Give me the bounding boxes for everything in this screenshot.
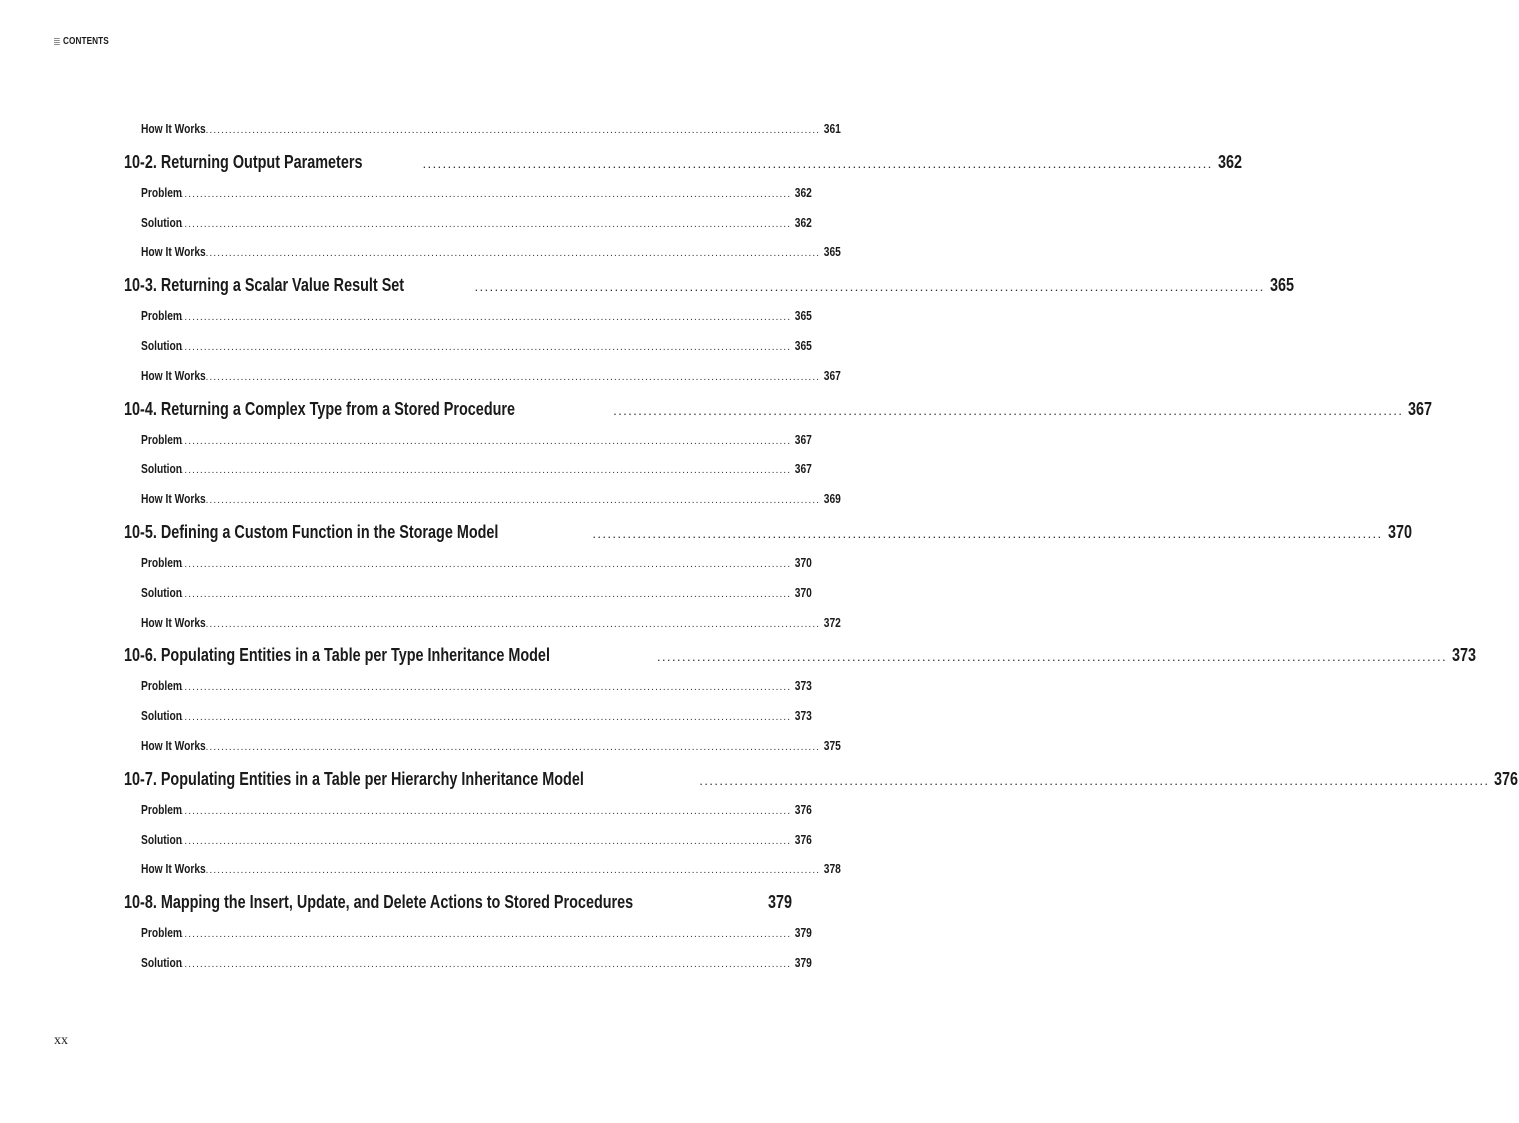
toc-entry-page: 361 (823, 122, 841, 136)
toc-subsection-entry[interactable] (124, 919, 812, 949)
toc-subsection-entry[interactable] (124, 949, 812, 979)
toc-entry-page: 372 (823, 615, 841, 630)
toc-entry-page: 365 (794, 309, 812, 324)
dot-leader (177, 304, 790, 334)
toc-entry-title: How It Works (141, 862, 206, 877)
dot-leader (475, 271, 1263, 305)
toc-section-entry[interactable] (124, 638, 1477, 672)
toc-section-entry[interactable] (124, 762, 1519, 796)
toc-entry-page: 379 (794, 926, 812, 941)
toc-subsection-entry[interactable] (124, 579, 812, 609)
dot-leader (177, 674, 790, 704)
toc-entry-page: 365 (794, 338, 812, 353)
toc-entry-page: 367 (1408, 398, 1433, 419)
toc-section-entry[interactable] (124, 515, 1412, 549)
toc-entry-title: How It Works (141, 122, 206, 136)
toc-entry-page: 362 (794, 215, 812, 230)
dot-leader (177, 457, 790, 487)
toc-entry-title: 10-3. Returning a Scalar Value Result Set (124, 275, 405, 296)
toc-entry-page: 378 (823, 862, 841, 877)
toc-entry-page: 367 (794, 432, 812, 447)
toc-entry-title: 10-7. Populating Entities in a Table per Hierarchy Inheritance Model (124, 768, 584, 789)
toc-entry-title: Solution (141, 585, 182, 600)
toc-entry-page: 379 (768, 892, 793, 913)
dot-leader (177, 428, 790, 458)
toc-entry-title: 10-2. Returning Output Parameters (124, 151, 363, 172)
toc-entry-page: 376 (794, 832, 812, 847)
toc-entry-title: Problem (141, 432, 183, 447)
toc-section-entry[interactable] (124, 268, 1294, 302)
toc-subsection-entry[interactable] (124, 485, 841, 515)
toc-subsection-entry[interactable] (124, 609, 841, 639)
toc-entry-page: 373 (794, 709, 812, 724)
header-label: CONTENTS (63, 36, 109, 47)
toc-entry-page: 379 (794, 955, 812, 970)
dot-leader (593, 518, 1381, 552)
toc-subsection-entry[interactable] (124, 826, 812, 856)
toc-entry-page: 367 (823, 368, 841, 383)
dot-leader (177, 581, 790, 611)
toc-entry-page: 373 (794, 679, 812, 694)
toc-entry-title: 10-5. Defining a Custom Function in the Storage Model (124, 521, 499, 542)
toc-subsection-entry[interactable] (124, 549, 812, 579)
toc-subsection-entry[interactable] (124, 179, 812, 209)
dot-leader (177, 181, 790, 211)
toc-entry-title: Solution (141, 338, 182, 353)
dot-leader (206, 734, 819, 764)
toc-subsection-entry[interactable] (124, 362, 841, 392)
toc-entry-page: 362 (794, 185, 812, 200)
toc-subsection-entry[interactable] (124, 855, 841, 885)
dot-leader (177, 704, 790, 734)
dot-leader (177, 334, 790, 364)
toc-entry-title: Solution (141, 462, 182, 477)
toc-entry-title: Solution (141, 215, 182, 230)
toc-subsection-entry[interactable] (124, 426, 812, 456)
toc-subsection-entry[interactable] (124, 796, 812, 826)
dot-leader (206, 364, 819, 394)
toc-subsection-entry[interactable] (124, 455, 812, 485)
toc-section-entry[interactable] (124, 885, 793, 919)
toc-subsection-entry[interactable] (124, 672, 812, 702)
running-header (54, 36, 109, 47)
toc-section-entry[interactable] (124, 145, 1242, 179)
toc-subsection-entry[interactable] (124, 115, 841, 145)
toc-subsection-entry[interactable] (124, 238, 841, 268)
toc-entry-title: 10-4. Returning a Complex Type from a Stored Procedure (124, 398, 516, 419)
toc-entry-page: 370 (794, 555, 812, 570)
toc-subsection-entry[interactable] (124, 732, 841, 762)
toc-entry-title: Solution (141, 709, 182, 724)
dot-leader (177, 828, 790, 858)
dot-leader (614, 395, 1402, 429)
toc-subsection-entry[interactable] (124, 702, 812, 732)
toc-entry-title: How It Works (141, 615, 206, 630)
toc-entry-page: 375 (823, 738, 841, 753)
toc-entry-title: Solution (141, 832, 182, 847)
toc-entry-title: How It Works (141, 245, 206, 260)
dot-leader (206, 117, 819, 147)
toc-entry-title: Problem (141, 309, 183, 324)
table-of-contents (124, 115, 1519, 979)
dot-leader (177, 211, 790, 241)
toc-entry-page: 376 (1494, 768, 1519, 789)
toc-entry-page: 362 (1217, 151, 1242, 172)
dot-leader (206, 857, 819, 887)
toc-entry-title: How It Works (141, 738, 206, 753)
dot-leader (206, 611, 819, 641)
toc-subsection-entry[interactable] (124, 209, 812, 239)
toc-entry-title: How It Works (141, 492, 206, 507)
toc-entry-title: Problem (141, 679, 183, 694)
toc-entry-title: Problem (141, 555, 183, 570)
toc-entry-title: 10-8. Mapping the Insert, Update, and Delete Actions to Stored Procedures (124, 892, 634, 913)
toc-subsection-entry[interactable] (124, 332, 812, 362)
toc-entry-title: How It Works (141, 368, 206, 383)
toc-subsection-entry[interactable] (124, 302, 812, 332)
dot-leader (206, 487, 819, 517)
toc-entry-page: 373 (1452, 645, 1477, 666)
dot-leader (177, 951, 790, 981)
dot-leader (423, 148, 1211, 182)
toc-entry-title: 10-6. Populating Entities in a Table per Type Inheritance Model (124, 645, 550, 666)
toc-entry-title: Problem (141, 926, 183, 941)
dot-leader (206, 240, 819, 270)
toc-entry-page: 367 (794, 462, 812, 477)
toc-entry-page: 370 (1387, 521, 1412, 542)
header-bullet-icon (54, 38, 60, 45)
toc-entry-page: 369 (823, 492, 841, 507)
dot-leader (177, 798, 790, 828)
page-number: xx (54, 1033, 68, 1048)
toc-entry-page: 365 (1269, 275, 1294, 296)
dot-leader (657, 641, 1445, 675)
dot-leader (700, 765, 1488, 799)
dot-leader (177, 551, 790, 581)
toc-entry-page: 376 (794, 802, 812, 817)
toc-entry-title: Solution (141, 955, 182, 970)
toc-entry-page: 370 (794, 585, 812, 600)
toc-entry-page: 365 (823, 245, 841, 260)
toc-entry-title: Problem (141, 802, 183, 817)
dot-leader (177, 921, 790, 951)
toc-entry-title: Problem (141, 185, 183, 200)
toc-section-entry[interactable] (124, 392, 1433, 426)
